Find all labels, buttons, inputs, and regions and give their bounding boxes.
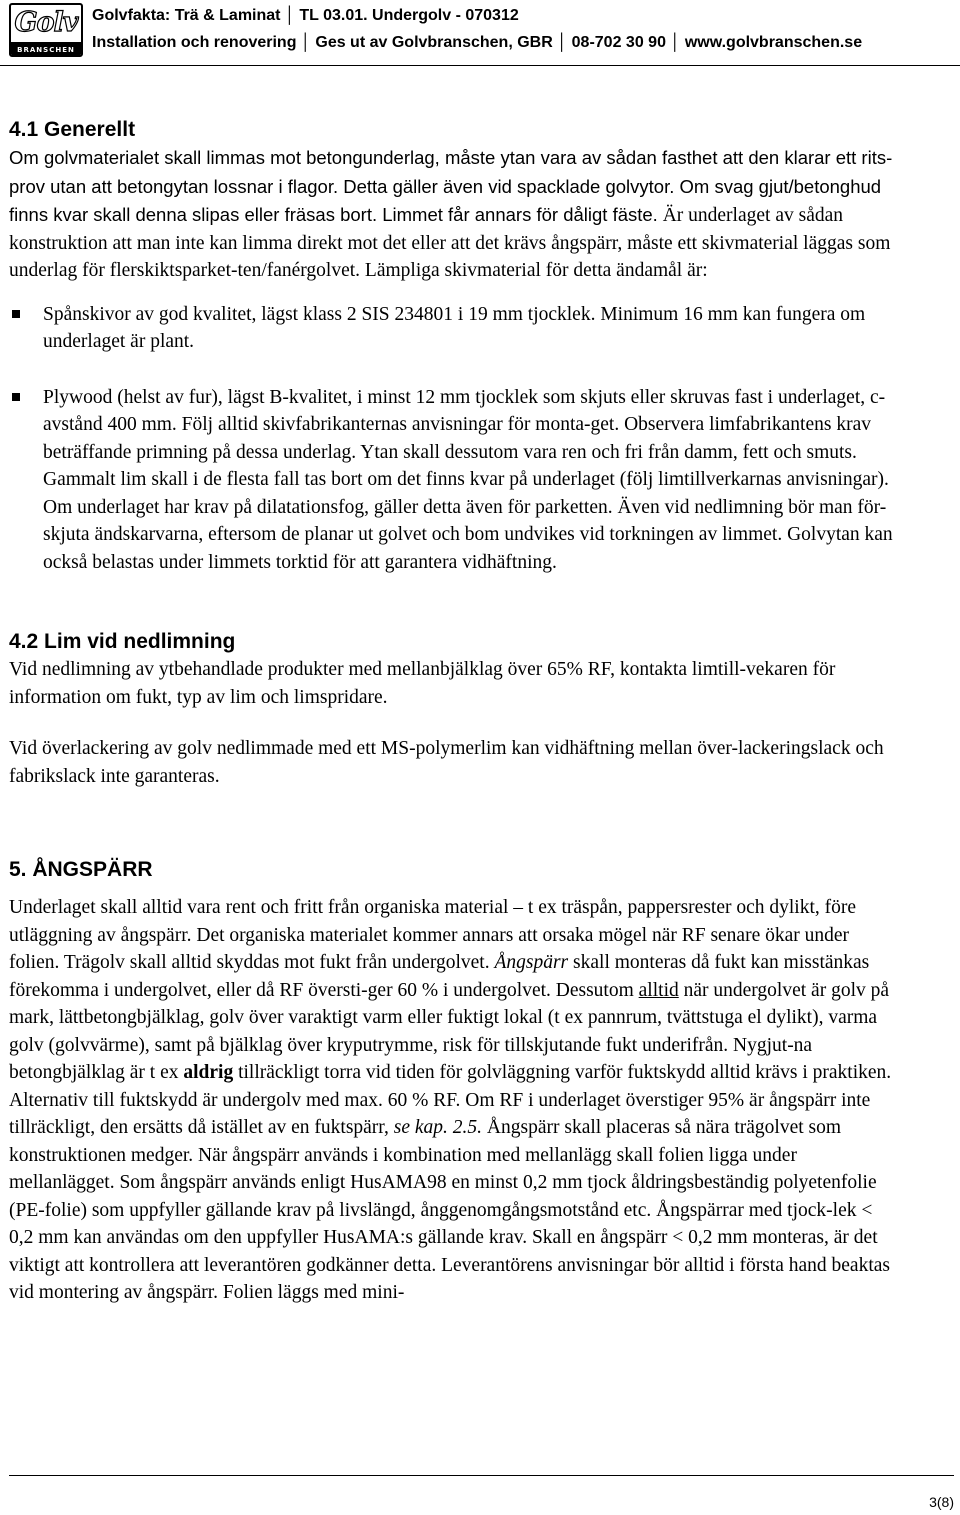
text-run-italic: se kap. 2.5. (393, 1117, 483, 1138)
text-run-italic: Ångspärr (494, 952, 569, 973)
document-body (9, 116, 897, 1307)
paragraph-4-2-a: Vid nedlimning av ytbehandlade produkter med mellanbjälklag över 65% RF, kontakta limtill-vekaren för information om fukt, typ av lim och limspridare. (9, 659, 836, 708)
text-run: Ångspärr skall placeras så nära trägolvet som konstruktionen medger. När ångspärr används i kombination med mellanlägg skall folien ligga under mellanlägget. Som ångspärr används enligt HusAMA98 en minst 0,2 mm tjock åldringsbeständig polyetenfolie (PE-folie) som uppfyller gällande krav på livslängd, ånggenomgångsmotstånd etc. Ångspärrar med tjock-lek < 0,2 mm kan användas om den uppfyller HusAMA:s gällande krav. Skall en ångspärr < 0,2 mm monteras, är det viktigt att kontrollera att leverantören godkänner detta. Leverantörens anvisningar bör alltid i första hand beaktas vid montering av ångspärr. Folien läggs med mini- (9, 1117, 890, 1303)
text-run-underline: alltid (638, 979, 679, 1001)
logo-wordmark: Golv (14, 7, 78, 38)
paragraph-4-1-sans-part: Om golvmaterialet skall limmas mot betongunderlag, måste ytan vara av sådan fasthet att den klarar ett rits-prov utan att betongytan lossnar i flagor. Detta gäller även vid spacklade golvytor. Om svag gjut/betonghud finns kvar skall denna slipas eller fräsas bort. Limmet får annars för dåligt fäste. (9, 147, 893, 225)
list-item-text: Spånskivor av god kvalitet, lägst klass 2 SIS 234801 i 19 mm tjocklek. Minimum 16 mm kan fungera om underlaget är plant. (43, 303, 866, 352)
paragraph-4-1 (9, 144, 897, 285)
footer-divider (9, 1475, 954, 1476)
header-info-line: Installation och renovering │ Ges ut av Golvbranschen, GBR │ 08-702 30 90 │ www.golvbranschen.se (92, 34, 863, 51)
page-header (0, 0, 960, 66)
spacer (9, 711, 897, 735)
logo-subtitle: BRANSCHEN (17, 46, 75, 54)
spacer (9, 604, 897, 628)
spacer (9, 790, 897, 856)
text-run: när undergolvet är golv på mark, lättbetongbjälklag, golv över varaktigt varm eller fuktigt lokal (t ex pannrum, tvättstuga el dylikt), varma golv (golvvärme), samt på bjälklag över kryputrymme, risk för tillskjutande fukt underifrån. Nygjut-na betongbjälklag är t ex (9, 979, 890, 1083)
page-number: 3(8) (929, 1494, 954, 1510)
text-run: skall monteras då fukt kan misstänkas förekomma i undergolvet, eller då RF översti-ger 60 % i undergolvet. Dessutom (9, 952, 870, 1001)
header-title-line: Golvfakta: Trä & Laminat │ TL 03.01. Undergolv - 070312 (92, 7, 519, 24)
text-run: tillräckligt torra vid tiden för golvläggning varför fuktskydd alltid krävs i praktiken. Alternativ till fuktskydd är undergolv med max. 60 % RF. Om RF i underlaget överstiger 95% är ångspärr inte tillräckligt, den ersätts då istället av en fuktspärr, (9, 1062, 892, 1138)
section-heading-5: 5. ÅNGSPÄRR (9, 858, 153, 881)
section-heading-4-1: 4.1 Generellt (9, 118, 136, 141)
list-item-plywood (9, 384, 897, 577)
paragraph-4-2-b: Vid överlackering av golv nedlimmade med ett MS-polymerlim kan vidhäftning mellan över-lackeringslack och fabrikslack inte garanteras. (9, 738, 884, 787)
bullet-square-icon (12, 393, 20, 401)
list-item-text: Plywood (helst av fur), lägst B-kvalitet, i minst 12 mm tjocklek som skjuts eller skruvas fast i underlaget, c-avstånd 400 mm. Följ alltid skivfabrikanternas anvisningar för monta-get. Observera limfabrikantens krav beträffande primning på dessa underlag. Ytan skall dessutom vara ren och fri från damm, fett och smuts. Gammalt lim skall i de flesta fall tas bort om det finns kvar på underlaget (följ limtillverkarnas anvisningar). Om underlaget har krav på dilatationsfog, gäller detta även för parketten. Även vid nedlimning bör man för-skjuta ändskarvarna, eftersom de planar ut golvet och bom undvikes vid torkningen av limmet. Golvytan kan också belastas under limmets torktid för att garantera vidhäftning. (43, 386, 893, 573)
paragraph-4-1-serif-part: Är underlaget av sådan konstruktion att man inte kan limma direkt mot det eller att det krävs ångspärr, måste ett skivmaterial läggas som underlag för flerskiktsparket-ten/fanérgolvet. Lämpliga skivmaterial för detta ändamål är: (9, 205, 891, 281)
spacer (9, 884, 897, 894)
golvbranschen-logo (9, 3, 83, 57)
list-item-spanskivor (9, 301, 897, 356)
header-divider (0, 65, 960, 66)
text-run: Underlaget skall alltid vara rent och fritt från organiska material – t ex träspån, pappersrester och dylikt, före utläggning av ångspärr. Det organiska materialet kommer annars att orsaka mögel när RF senare ökar under folien. Trägolv skall alltid skyddas mot fukt från undergolvet. (9, 897, 857, 973)
section-heading-4-2: 4.2 Lim vid nedlimning (9, 630, 236, 653)
board-material-list (9, 301, 897, 577)
bullet-square-icon (12, 310, 20, 318)
text-run-bold: aldrig (183, 1062, 234, 1083)
paragraph-5 (9, 894, 897, 1307)
